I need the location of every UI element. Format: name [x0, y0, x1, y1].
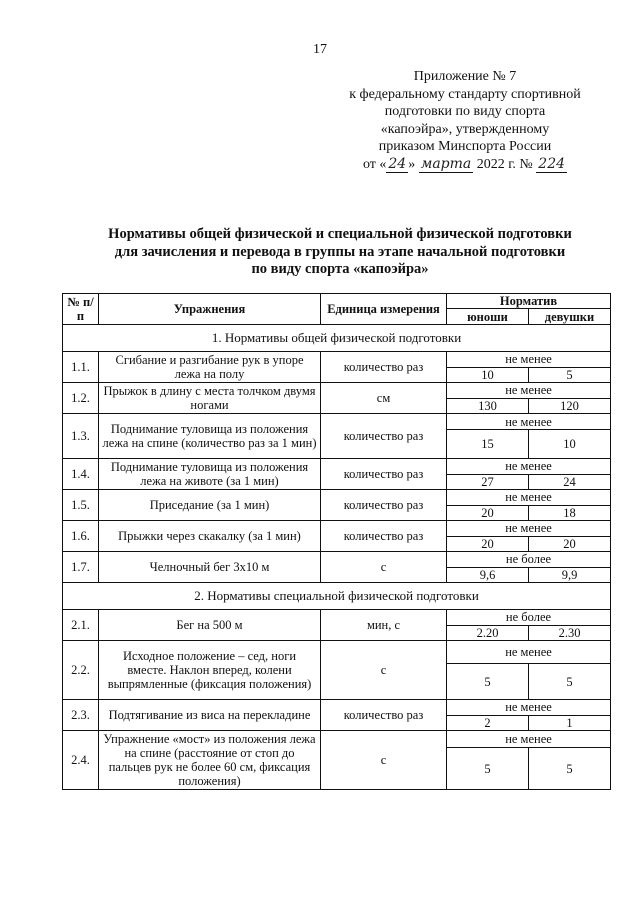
row-exercise: Поднимание туловища из положения лежа на спине (количество раз за 1 мин) — [99, 414, 321, 459]
row-girls-value: 18 — [529, 505, 611, 521]
row-num: 1.7. — [63, 552, 99, 583]
appendix-title: Приложение № 7 — [413, 69, 517, 84]
row-unit: с — [321, 552, 447, 583]
row-girls-value: 5 — [529, 664, 611, 700]
row-boys-value: 2.20 — [447, 625, 529, 641]
date-day: 24 — [388, 155, 407, 172]
row-exercise: Подтягивание из виса на перекладине — [99, 700, 321, 731]
date-mid: » — [408, 156, 419, 172]
norms-table — [62, 293, 611, 790]
row-girls-value: 5 — [529, 367, 611, 383]
appendix-line-4: приказом Минспорта России — [378, 139, 552, 154]
row-exercise: Приседание (за 1 мин) — [99, 490, 321, 521]
row-num: 1.5. — [63, 490, 99, 521]
row-exercise: Сгибание и разгибание рук в упоре лежа на полу — [99, 352, 321, 383]
row-unit: количество раз — [321, 352, 447, 383]
row-num: 2.1. — [63, 610, 99, 641]
row-norm-label: не менее — [447, 641, 611, 664]
row-norm-label: не менее — [447, 700, 611, 716]
section-1-title: 1. Нормативы общей физической подготовки — [63, 325, 611, 352]
row-num: 1.4. — [63, 459, 99, 490]
title-line-3: по виду спорта «капоэйра» — [251, 261, 429, 277]
row-boys-value: 130 — [447, 398, 529, 414]
header-num: № п/п — [63, 294, 99, 325]
appendix-block — [330, 68, 600, 173]
row-norm-label: не менее — [447, 490, 611, 506]
section-2-title: 2. Нормативы специальной физической подготовки — [63, 583, 611, 610]
row-exercise: Поднимание туловища из положения лежа на животе (за 1 мин) — [99, 459, 321, 490]
row-exercise: Прыжки через скакалку (за 1 мин) — [99, 521, 321, 552]
row-boys-value: 10 — [447, 367, 529, 383]
appendix-date — [330, 156, 600, 174]
row-girls-value: 10 — [529, 430, 611, 459]
row-norm-label: не более — [447, 552, 611, 568]
title-line-1: Нормативы общей физической и специальной физической подготовки — [108, 226, 572, 242]
row-norm-label: не менее — [447, 414, 611, 430]
row-num: 2.2. — [63, 641, 99, 700]
row-num: 2.3. — [63, 700, 99, 731]
row-norm-label: не более — [447, 610, 611, 626]
row-unit: количество раз — [321, 459, 447, 490]
row-unit: мин, с — [321, 610, 447, 641]
row-num: 1.2. — [63, 383, 99, 414]
header-exercise: Упражнения — [99, 294, 321, 325]
row-exercise: Упражнение «мост» из положения лежа на спине (расстояние от стоп до пальцев рук не более 60 см, фиксация положения) — [99, 731, 321, 790]
row-num: 1.3. — [63, 414, 99, 459]
row-girls-value: 24 — [529, 474, 611, 490]
row-unit: см — [321, 383, 447, 414]
row-unit: количество раз — [321, 414, 447, 459]
header-norm: Норматив — [447, 294, 611, 309]
row-num: 1.6. — [63, 521, 99, 552]
row-boys-value: 20 — [447, 505, 529, 521]
order-number: 224 — [538, 155, 566, 172]
page-number: 17 — [313, 42, 327, 57]
row-boys-value: 9,6 — [447, 567, 529, 583]
row-boys-value: 2 — [447, 715, 529, 731]
row-girls-value: 1 — [529, 715, 611, 731]
row-norm-label: не менее — [447, 459, 611, 475]
row-exercise: Исходное положение – сед, ноги вместе. Наклон вперед, колени выпрямленные (фиксация положения) — [99, 641, 321, 700]
row-girls-value: 2.30 — [529, 625, 611, 641]
header-boys: юноши — [447, 309, 529, 325]
header-unit: Единица измерения — [321, 294, 447, 325]
date-year: 2022 г. № — [473, 156, 537, 172]
row-exercise: Бег на 500 м — [99, 610, 321, 641]
row-norm-label: не менее — [447, 521, 611, 537]
row-unit: с — [321, 731, 447, 790]
row-unit: количество раз — [321, 700, 447, 731]
row-unit: с — [321, 641, 447, 700]
appendix-line-3: «капоэйра», утвержденному — [380, 121, 550, 137]
row-norm-label: не менее — [447, 352, 611, 368]
row-norm-label: не менее — [447, 731, 611, 748]
row-girls-value: 5 — [529, 748, 611, 790]
title-line-2: для зачисления и перевода в группы на этапе начальной подготовки — [114, 243, 566, 260]
document-title — [60, 226, 620, 279]
row-girls-value: 20 — [529, 536, 611, 552]
row-boys-value: 27 — [447, 474, 529, 490]
header-girls: девушки — [529, 309, 611, 325]
row-boys-value: 5 — [447, 748, 529, 790]
row-unit: количество раз — [321, 521, 447, 552]
row-boys-value: 5 — [447, 664, 529, 700]
row-exercise: Челночный бег 3х10 м — [99, 552, 321, 583]
row-boys-value: 15 — [447, 430, 529, 459]
date-prefix: от « — [362, 156, 387, 172]
row-boys-value: 20 — [447, 536, 529, 552]
row-norm-label: не менее — [447, 383, 611, 399]
row-unit: количество раз — [321, 490, 447, 521]
date-month: марта — [420, 155, 472, 172]
row-num: 2.4. — [63, 731, 99, 790]
row-exercise: Прыжок в длину с места толчком двумя ногами — [99, 383, 321, 414]
appendix-line-2: подготовки по виду спорта — [384, 104, 546, 119]
row-girls-value: 9,9 — [529, 567, 611, 583]
appendix-line-1: к федеральному стандарту спортивной — [349, 86, 581, 102]
row-girls-value: 120 — [529, 398, 611, 414]
row-num: 1.1. — [63, 352, 99, 383]
